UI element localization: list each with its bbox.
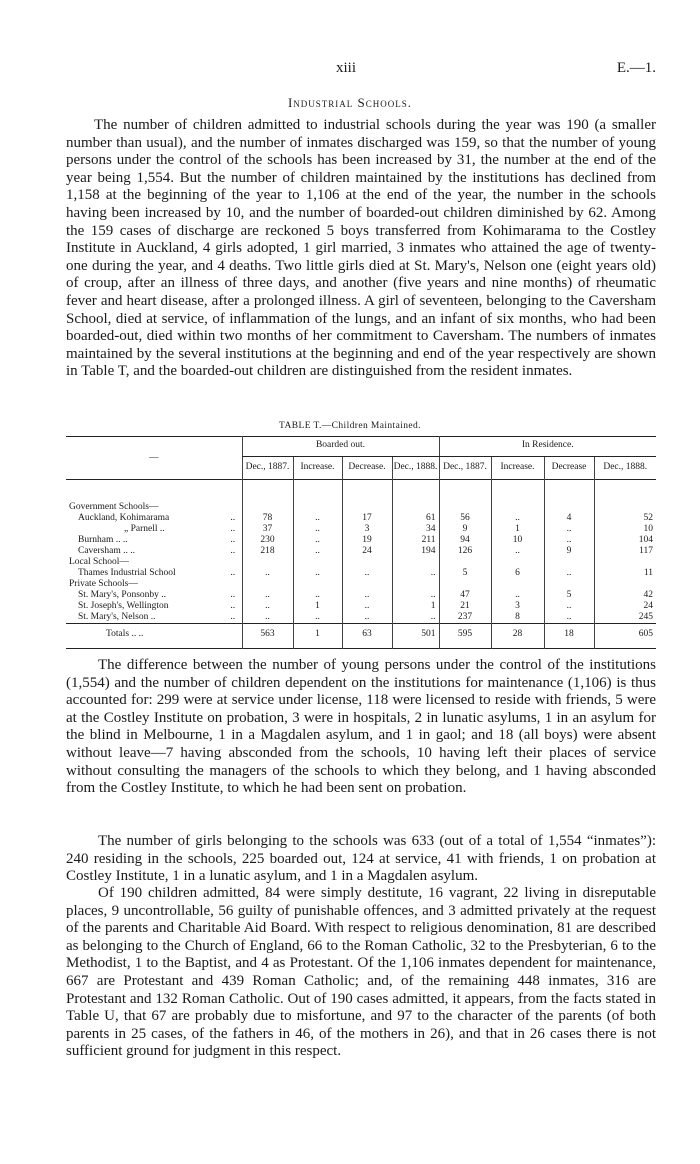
paragraph-admissions-analysis: Of 190 children admitted, 84 were simply destitute, 16 vagrant, 22 living in disreputable places, 9 uncontrollable, 56 guilty of punishable offences, and 3 admitted privately at the request of the parents and Charitable Aid Board. With respect to religious denomination, 81 are described as belonging to the Church of England, 66 to the Roman Catholic, 32 to the Presbyterian, 6 to the Methodist, 1 to the Baptist, and 4 as Protestant. Of the 1,106 inmates dependent for maintenance, 667 are Protestant and 439 Roman Catholic; and, of the remaining 448 inmates, 316 are Protestant and 132 Roman Catholic. Out of 190 cases admitted, it appears, from the facts stated in Table U, that 67 are probably due to misfortune, and 97 to the character of the parents (of both parents in 25 cases, of the fathers in 46, of the mothers in 26), and that in 26 cases there is not sufficient ground for judgment in this respect. xyxy=(66,885,656,1060)
table-cell: .. xyxy=(342,568,392,579)
column-header: Decrease xyxy=(544,457,594,480)
row-leader xyxy=(224,579,242,590)
table-cell: 126 xyxy=(439,546,491,557)
totals-cell: 63 xyxy=(342,624,392,649)
table-cell: 78 xyxy=(242,513,293,524)
table-cell: .. xyxy=(342,612,392,624)
table-cell: 1 xyxy=(293,601,342,612)
table-cell xyxy=(594,502,656,513)
table-cell xyxy=(392,502,439,513)
totals-cell: 595 xyxy=(439,624,491,649)
row-leader xyxy=(224,502,242,513)
section-title: Industrial Schools. xyxy=(287,95,413,110)
table-cell xyxy=(293,502,342,513)
table-cell: .. xyxy=(491,513,544,524)
row-leader: .. xyxy=(230,612,236,622)
table-cell: .. xyxy=(491,546,544,557)
table-cell: 17 xyxy=(342,513,392,524)
column-header: Dec., 1887. xyxy=(439,457,491,480)
totals-cell: 563 xyxy=(242,624,293,649)
group-header-boarded: Boarded out. xyxy=(242,437,439,457)
table-cell: .. xyxy=(242,590,293,601)
row-leader: .. xyxy=(230,590,236,600)
table-cell xyxy=(342,579,392,590)
row-leader: .. xyxy=(230,513,236,523)
table-cell: .. xyxy=(242,568,293,579)
table-cell: 194 xyxy=(392,546,439,557)
table-caption: TABLE T.—Children Maintained. xyxy=(279,421,421,431)
table-cell: 1 xyxy=(491,524,544,535)
table-cell: 8 xyxy=(491,612,544,624)
table-cell xyxy=(544,502,594,513)
table-cell xyxy=(594,579,656,590)
table-cell: 5 xyxy=(439,568,491,579)
table-cell xyxy=(242,502,293,513)
table-row xyxy=(66,557,656,568)
table-cell: 42 xyxy=(594,590,656,601)
table-cell: .. xyxy=(544,601,594,612)
table-cell: .. xyxy=(242,601,293,612)
table-cell xyxy=(242,579,293,590)
column-header: Dec., 1887. xyxy=(242,457,293,480)
table-cell: 24 xyxy=(342,546,392,557)
table-cell: .. xyxy=(544,535,594,546)
table-cell xyxy=(392,557,439,568)
totals-label: Totals .. .. xyxy=(106,629,144,639)
column-header: Dec., 1888. xyxy=(594,457,656,480)
row-leader: .. xyxy=(230,535,236,545)
row-label: Burnham .. .. xyxy=(78,535,128,545)
row-label: Caversham .. .. xyxy=(78,546,135,556)
table-cell: 24 xyxy=(594,601,656,612)
table-cell xyxy=(342,502,392,513)
paragraph-difference: The difference between the number of young persons under the control of the institutions (1,554) and the number of children dependent on the institutions for maintenance (1,106) is thus accounted for: 299 were at service under license, 118 were licensed to reside with friends, 5 were at the Costley Institute on probation, 3 were in hospitals, 2 in lunatic asylums, 1 in an asylum for the blind in Melbourne, 1 in a Magdalen asylum, and 1 in gaol; and 18 (all boys) were absent without leave—7 having absconded from the schools, 10 having left their places of service without consulting the managers of the schools to which they belong, and 1 having absconded from the Costley Institute, to which he had been sent on probation. xyxy=(66,657,656,797)
table-cell: .. xyxy=(392,568,439,579)
table-cell: 61 xyxy=(392,513,439,524)
row-label: Auckland, Kohimarama xyxy=(78,513,170,523)
table-row xyxy=(66,590,656,601)
paragraph-admissions: The number of children admitted to industrial schools during the year was 190 (a smaller number than usual), and the number of inmates discharged was 159, so that the number of young persons under the control of the schools has been increased by 31, the number at the end of the year being 1,554. But the number of children maintained by the institutions has declined from 1,158 at the beginning of the year to 1,106 at the end of the year, the number in the schools having been increased by 10, and the number of boarded-out children diminished by 62. Among the 159 cases of discharge are reckoned 5 boys transferred from Kohimarama to the Costley Institute in Auckland, 4 girls adopted, 1 girl married, 3 inmates who attained the age of twenty-one during the year, and 4 deaths. Two little girls died at St. Mary's, Nelson one (eight years old) of croup, after an illness of three days, and another (five years and nine months) of rheumatic fever and heart disease, after a prolonged illness. A girl of seventeen, belonging to the Caversham School, died at service, of inflammation of the lungs, and an infant of six months, who had been boarded-out, died within two months of her commitment to Caversham. The numbers of inmates maintained by the several institutions at the beginning and end of the year respectively are shown in Table T, and the boarded-out children are distinguished from the resident inmates. xyxy=(66,117,656,380)
table-cell: .. xyxy=(293,568,342,579)
table-cell: 52 xyxy=(594,513,656,524)
table-cell: .. xyxy=(544,524,594,535)
table-cell xyxy=(439,557,491,568)
table-cell: 19 xyxy=(342,535,392,546)
row-leader xyxy=(224,557,242,568)
row-label: Private Schools— xyxy=(69,579,138,589)
table-cell xyxy=(491,579,544,590)
table-cell: 47 xyxy=(439,590,491,601)
table-row xyxy=(66,546,656,557)
table-cell xyxy=(439,579,491,590)
table-row xyxy=(66,535,656,546)
totals-row xyxy=(66,624,656,649)
table-cell: 9 xyxy=(439,524,491,535)
table-cell: .. xyxy=(293,590,342,601)
row-label: Thames Industrial School xyxy=(78,568,176,578)
row-label: St. Mary's, Ponsonby .. xyxy=(78,590,167,600)
table-cell: .. xyxy=(342,601,392,612)
column-header: Increase. xyxy=(491,457,544,480)
table-cell: 4 xyxy=(544,513,594,524)
row-leader: .. xyxy=(230,568,236,578)
row-leader: .. xyxy=(230,546,236,556)
table-cell xyxy=(491,557,544,568)
table-cell: .. xyxy=(293,612,342,624)
row-label: Government Schools— xyxy=(69,502,159,512)
paragraph-girls: The number of girls belonging to the schools was 633 (out of a total of 1,554 “inmates”): 240 residing in the schools, 225 boarded out, 124 at service, 41 with friends, 1 on probation at Costley Institute, 1 in a lunatic asylum, and 1 in a Magdalen asylum. xyxy=(66,833,656,885)
table-cell: 1 xyxy=(392,601,439,612)
column-header: Decrease. xyxy=(342,457,392,480)
table-cell: 3 xyxy=(491,601,544,612)
table-cell: 10 xyxy=(594,524,656,535)
column-header: Dec., 1888. xyxy=(392,457,439,480)
table-cell: .. xyxy=(491,590,544,601)
totals-cell: 1 xyxy=(293,624,342,649)
table-cell: 11 xyxy=(594,568,656,579)
table-row xyxy=(66,513,656,524)
table-body xyxy=(66,480,656,649)
table-row xyxy=(66,568,656,579)
table-cell xyxy=(242,557,293,568)
row-label: „ Parnell .. xyxy=(124,524,165,534)
page-number: xiii xyxy=(336,60,357,76)
totals-cell: 605 xyxy=(594,624,656,649)
table-cell: .. xyxy=(392,612,439,624)
table-cell: 21 xyxy=(439,601,491,612)
table-children-maintained xyxy=(66,436,656,649)
table-cell: 6 xyxy=(491,568,544,579)
table-cell: 94 xyxy=(439,535,491,546)
table-row xyxy=(66,502,656,513)
table-cell xyxy=(544,557,594,568)
table-cell: 56 xyxy=(439,513,491,524)
table-cell: .. xyxy=(544,568,594,579)
table-cell: .. xyxy=(293,513,342,524)
totals-cell: 501 xyxy=(392,624,439,649)
table-cell: 3 xyxy=(342,524,392,535)
row-label: St. Mary's, Nelson .. xyxy=(78,612,156,622)
table-cell: 37 xyxy=(242,524,293,535)
table-cell: 211 xyxy=(392,535,439,546)
table-row xyxy=(66,601,656,612)
group-header-residence: In Residence. xyxy=(439,437,656,457)
table-cell: .. xyxy=(342,590,392,601)
table-cell: .. xyxy=(293,535,342,546)
table-cell: 245 xyxy=(594,612,656,624)
table-row xyxy=(66,579,656,590)
table-cell: .. xyxy=(293,546,342,557)
table-cell xyxy=(342,557,392,568)
table-cell: 10 xyxy=(491,535,544,546)
table-cell xyxy=(491,502,544,513)
row-label: Local School— xyxy=(69,557,129,567)
table-cell: 230 xyxy=(242,535,293,546)
row-leader: .. xyxy=(230,524,236,534)
table-cell: 218 xyxy=(242,546,293,557)
table-cell: 5 xyxy=(544,590,594,601)
table-cell xyxy=(293,557,342,568)
table-cell: 34 xyxy=(392,524,439,535)
table-cell: .. xyxy=(293,524,342,535)
table-cell xyxy=(392,579,439,590)
table-cell xyxy=(594,557,656,568)
table-cell: 9 xyxy=(544,546,594,557)
row-label: St. Joseph's, Wellington xyxy=(78,601,169,611)
column-header: Increase. xyxy=(293,457,342,480)
table-row xyxy=(66,612,656,624)
table-row xyxy=(66,524,656,535)
table-cell: 117 xyxy=(594,546,656,557)
table-stub-header: — xyxy=(149,452,159,463)
table-cell xyxy=(293,579,342,590)
table-cell: .. xyxy=(544,612,594,624)
table-cell xyxy=(439,502,491,513)
table-cell: .. xyxy=(392,590,439,601)
table-cell xyxy=(544,579,594,590)
table-cell: 104 xyxy=(594,535,656,546)
document-code: E.—1. xyxy=(616,60,656,76)
table-cell: 237 xyxy=(439,612,491,624)
totals-cell: 28 xyxy=(491,624,544,649)
row-leader: .. xyxy=(230,601,236,611)
totals-cell: 18 xyxy=(544,624,594,649)
table-cell: .. xyxy=(242,612,293,624)
